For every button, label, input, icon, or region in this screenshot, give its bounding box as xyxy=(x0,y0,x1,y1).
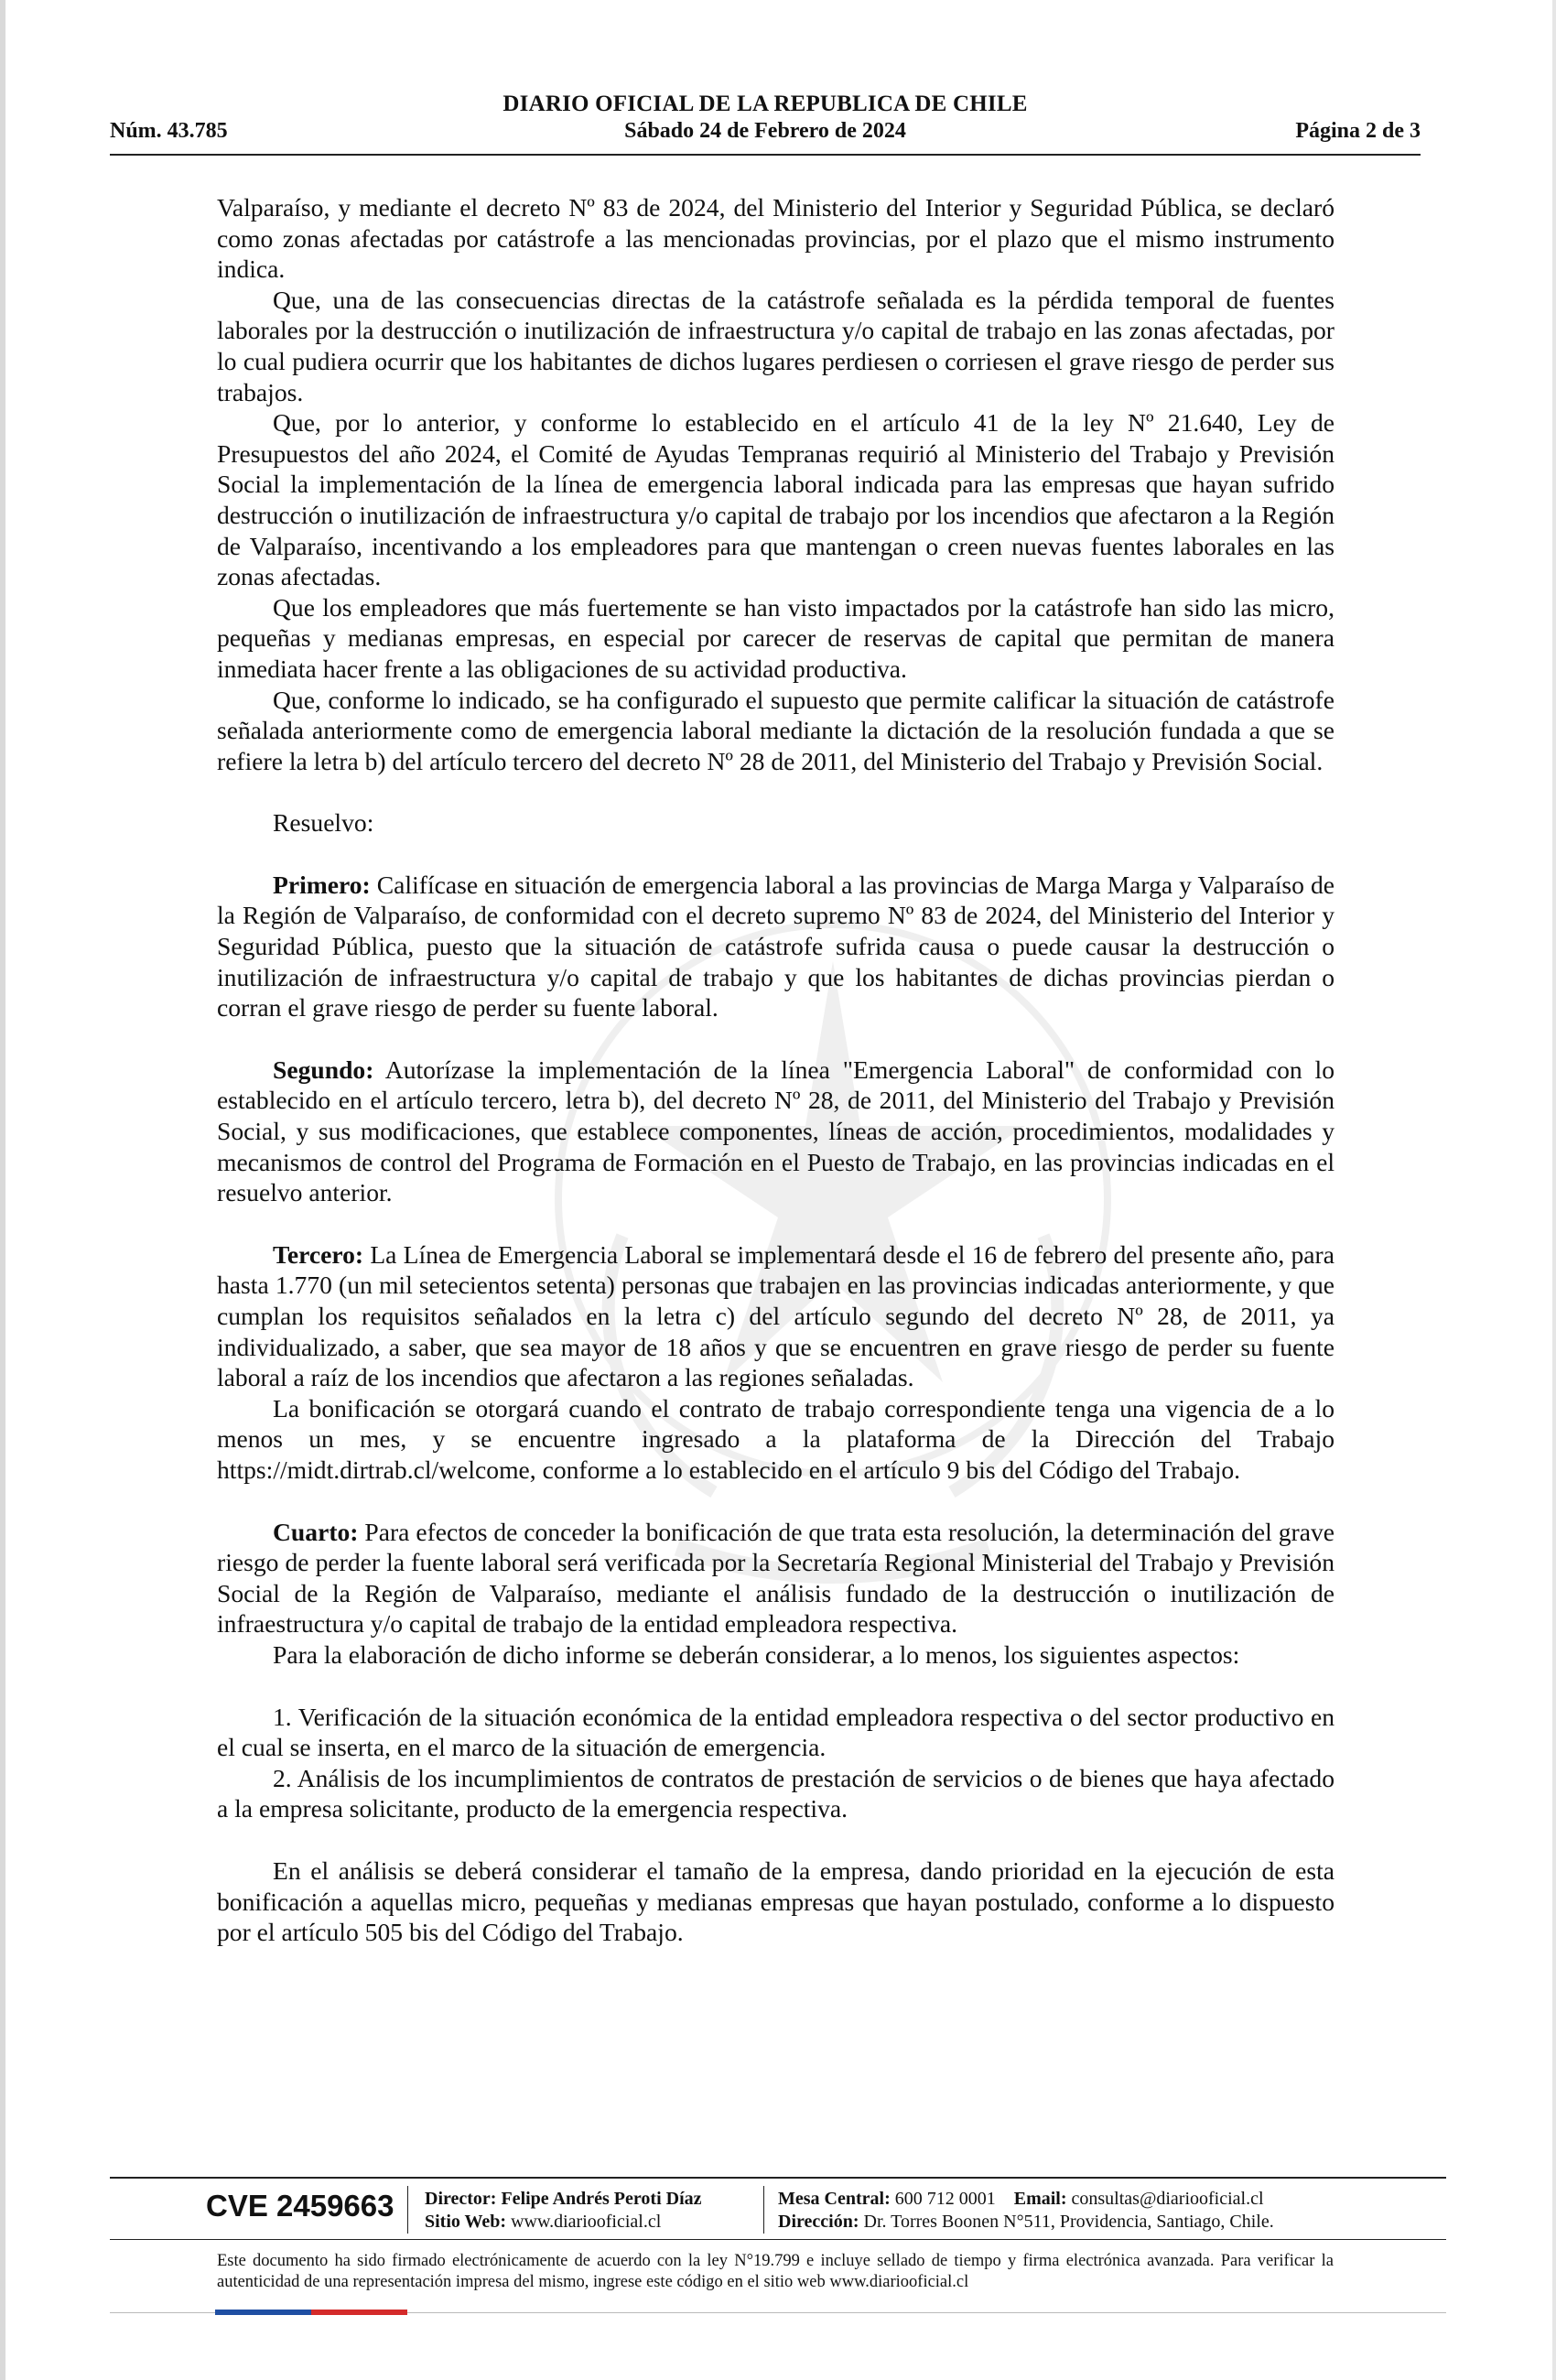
header-divider xyxy=(110,154,1421,156)
list-item-1: 1. Verificación de la situación económica de la entidad empleadora respectiva o del sector productivo en el cual se inserta, en el marco de la situación de emergencia. xyxy=(217,1702,1334,1762)
address-label: Dirección: xyxy=(778,2212,859,2232)
spacer xyxy=(217,1208,1334,1239)
page-header xyxy=(110,92,1421,150)
spacer xyxy=(217,1824,1334,1855)
phone-number: 600 712 0001 xyxy=(894,2189,996,2209)
article-cuarto-label: Cuarto: xyxy=(273,1517,359,1546)
spacer xyxy=(217,1486,1334,1517)
spacer xyxy=(217,1671,1334,1702)
footer-divider-2 xyxy=(110,2239,1446,2240)
footer-separator xyxy=(407,2186,408,2234)
newspaper-title: DIARIO OFICIAL DE LA REPUBLICA DE CHILE xyxy=(502,92,1028,116)
resuelvo-heading: Resuelvo: xyxy=(273,808,374,838)
spacer xyxy=(217,776,1334,807)
article-cuarto xyxy=(217,1517,1334,1639)
article-tercero-text: La Línea de Emergencia Laboral se implementará desde el 16 de febrero del presente año, para hasta 1.770 (un mil setecientos setenta) personas que trabajen en las provincias indicadas anteriormente, y que cumplan los requisitos señalados en la letra c) del artículo segundo del decreto Nº 28, de 2011, ya individualizado, a saber, que sea mayor de 18 años y que se encuentren en grave riesgo de perder su fuente laboral a raíz de los incendios que afectaron a las regiones señaladas. xyxy=(217,1239,1334,1392)
issue-number: Núm. 43.785 xyxy=(110,119,228,143)
article-primero xyxy=(217,870,1334,1023)
director-label: Director: xyxy=(425,2189,497,2209)
header-row xyxy=(110,119,1421,150)
paragraph-analisis: En el análisis se deberá considerar el tamaño de la empresa, dando prioridad en la ejecución de esta bonificación a aquellas micro, pequeñas y medianas empresas que hayan postulado, conforme a lo dispuesto por el artículo 505 bis del Código del Trabajo. xyxy=(217,1855,1334,1947)
paragraph-bonificacion: La bonificación se otorgará cuando el contrato de trabajo correspondiente tenga una vigencia de a lo menos un mes, y se encuentre ingresado a la plataforma de la Dirección del Trabajo https://midt.dirtrab.cl/welcome, conforme a lo establecido en el artículo 9 bis del Código del Trabajo. xyxy=(217,1393,1334,1484)
paragraph-empleadores: Que los empleadores que más fuertemente se han visto impactados por la catástrofe han sido las micro, pequeñas y medianas empresas, en especial por carecer de reservas de capital que permitan de manera inmediata hacer frente a las obligaciones de su actividad productiva. xyxy=(217,592,1334,683)
article-segundo xyxy=(217,1055,1334,1208)
article-tercero xyxy=(217,1239,1334,1393)
footer-contact-block xyxy=(778,2188,1274,2234)
article-tercero-label: Tercero: xyxy=(273,1239,364,1269)
footer-director-block xyxy=(425,2188,702,2234)
page-edge-right xyxy=(1552,0,1556,2380)
paragraph-elaboracion: Para la elaboración de dicho informe se deberán considerar, a lo menos, los siguientes aspectos: xyxy=(273,1639,1240,1669)
director-name: Felipe Andrés Peroti Díaz xyxy=(501,2189,702,2209)
email-label: Email: xyxy=(1013,2189,1067,2209)
page-edge-left xyxy=(0,0,5,2380)
page-number: Página 2 de 3 xyxy=(1295,119,1421,143)
address-value: Dr. Torres Boonen N°511, Providencia, Santiago, Chile. xyxy=(863,2212,1274,2232)
spacer xyxy=(217,1023,1334,1055)
flag-blue-stripe xyxy=(215,2310,311,2315)
paragraph-consecuencias: Que, una de las consecuencias directas de la catástrofe señalada es la pérdida temporal de fuentes laborales por la destrucción o inutilización de infraestructura y/o capital de trabajo en las zonas afectadas, por lo cual pudiera ocurrir que los habitantes de dichos lugares perdiesen o corriesen el grave riesgo de perder sus trabajos. xyxy=(217,285,1334,406)
footer-divider xyxy=(110,2177,1446,2179)
paragraph-ley-presupuestos: Que, por lo anterior, y conforme lo establecido en el artículo 41 de la ley Nº 21.640, Ley de Presupuestos del año 2024, el Comité de Ayudas Tempranas requirió al Ministerio del Trabajo y Previsión Social la implementación de la línea de emergencia laboral indicada para las empresas que hayan sufrido destrucción o inutilización de infraestructura y/o capital de trabajo por los incendios que afectaron a la Región de Valparaíso, incentivando a los empleadores para que mantengan o creen nuevas fuentes laborales en las zonas afectadas. xyxy=(217,408,1334,591)
paragraph-calificacion: Que, conforme lo indicado, se ha configurado el supuesto que permite calificar la situación de catástrofe señalada anteriormente como de emergencia laboral mediante la dictación de la resolución fundada a que se refiere la letra b) del artículo tercero del decreto Nº 28 de 2011, del Ministerio del Trabajo y Previsión Social. xyxy=(217,685,1334,775)
footer-separator xyxy=(763,2186,764,2234)
flag-red-stripe xyxy=(311,2310,407,2315)
phone-label: Mesa Central: xyxy=(778,2189,891,2209)
spacer xyxy=(217,838,1334,870)
website-label: Sitio Web: xyxy=(425,2212,507,2232)
paragraph-continuation: Valparaíso, y mediante el decreto Nº 83 de 2024, del Ministerio del Interior y Seguridad Pública, se declaró como zonas afectadas por catástrofe a las mencionadas provincias, por el plazo que el mismo instrumento indica. xyxy=(217,193,1334,284)
article-segundo-text: Autorízase la implementación de la línea "Emergencia Laboral" de conformidad con lo establecido en el artículo tercero, letra b), del decreto Nº 28, de 2011, del Ministerio del Trabajo y Previsión Social, y sus modificaciones, que establece componentes, líneas de acción, procedimientos, modalidades y mecanismos de control del Programa de Formación en el Puesto de Trabajo, en las provincias indicadas en el resuelvo anterior. xyxy=(217,1055,1334,1207)
email-link[interactable]: consultas@diariooficial.cl xyxy=(1071,2189,1264,2209)
cve-code: CVE 2459663 xyxy=(206,2189,394,2223)
issue-date: Sábado 24 de Febrero de 2024 xyxy=(624,119,906,143)
website-link[interactable]: www.diariooficial.cl xyxy=(511,2212,662,2232)
flag-stripe xyxy=(215,2310,407,2315)
article-segundo-label: Segundo: xyxy=(273,1055,374,1084)
list-item-2: 2. Análisis de los incumplimientos de contratos de prestación de servicios o de bienes que haya afectado a la empresa solicitante, producto de la emergencia respectiva. xyxy=(217,1763,1334,1823)
article-primero-text: Califícase en situación de emergencia laboral a las provincias de Marga Marga y Valparaíso de la Región de Valparaíso, de conformidad con el decreto supremo Nº 83 de 2024, del Ministerio del Interior y Seguridad Pública, puesto que la situación de catástrofe sufrida causa o puede causar la destrucción o inutilización de infraestructura y/o capital de trabajo y que los habitantes de dichas provincias pierdan o corran el grave riesgo de perder su fuente laboral. xyxy=(217,870,1334,1022)
article-primero-label: Primero: xyxy=(273,870,371,899)
article-cuarto-text: Para efectos de conceder la bonificación de que trata esta resolución, la determinación del grave riesgo de perder la fuente laboral será verificada por la Secretaría Regional Ministerial del Trabajo y Previsión Social de la Región de Valparaíso, mediante el análisis fundado de la destrucción o inutilización de infraestructura y/o capital de trabajo de la entidad empleadora respectiva. xyxy=(217,1517,1334,1639)
document-body xyxy=(217,192,1334,1948)
signature-notice: Este documento ha sido firmado electrónicamente de acuerdo con la ley N°19.799 e incluye sellado de tiempo y firma electrónica avanzada. Para verificar la autenticidad de una representación impresa del mismo, ingrese este código en el sitio web www.diariooficial.cl xyxy=(217,2252,1334,2291)
